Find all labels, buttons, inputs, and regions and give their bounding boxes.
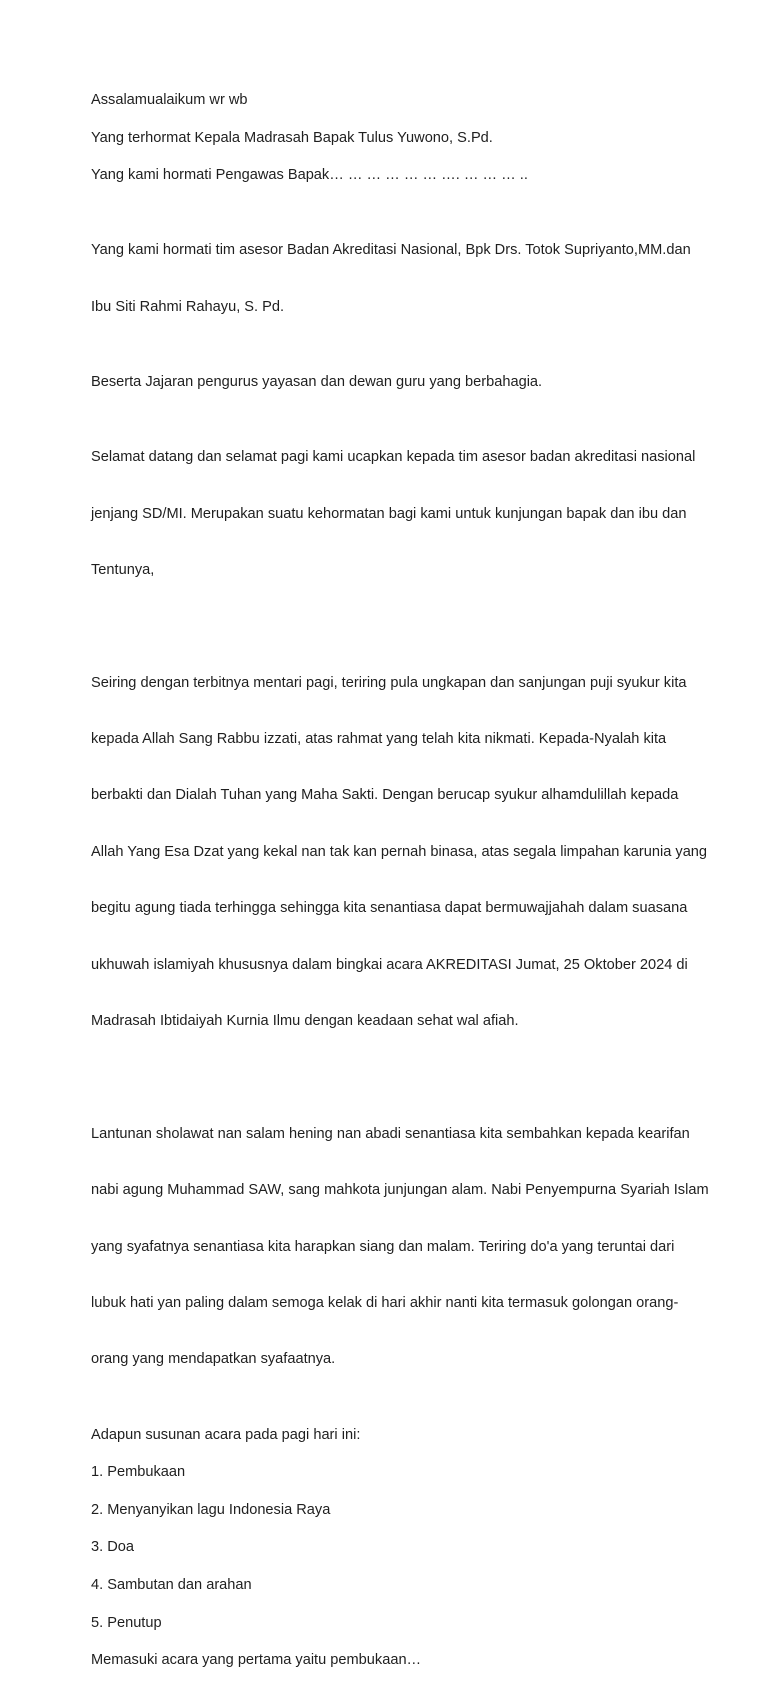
gratitude-line: ukhuwah islamiyah khususnya dalam bingkai acara AKREDITASI Jumat, 25 Oktober 2024 di xyxy=(91,956,688,973)
sholawat-paragraph xyxy=(91,1087,709,1407)
welcome-line: Selamat datang dan selamat pagi kami ucapkan kepada tim asesor badan akreditasi nasional xyxy=(91,449,696,466)
gratitude-line: Seiring dengan terbitnya mentari pagi, teriring pula ungkapan dan sanjungan puji syukur kita xyxy=(91,674,687,691)
agenda-item: 2. Menyanyikan lagu Indonesia Raya xyxy=(91,1501,331,1518)
sholawat-line: yang syafatnya senantiasa kita harapkan siang dan malam. Teriring do'a yang teruntai dari xyxy=(91,1238,675,1255)
agenda-intro: Adapun susunan acara pada pagi hari ini: xyxy=(91,1426,361,1443)
sholawat-line: Lantunan sholawat nan salam hening nan abadi senantiasa kita sembahkan kepada kearifan xyxy=(91,1125,690,1142)
address-assessor-line: Ibu Siti Rahmi Rahayu, S. Pd. xyxy=(91,298,285,315)
agenda-item: 3. Doa xyxy=(91,1539,134,1556)
gratitude-line: Madrasah Ibtidaiyah Kurnia Ilmu dengan keadaan sehat wal afiah. xyxy=(91,1013,519,1030)
greeting: Assalamualaikum wr wb xyxy=(91,92,248,108)
sholawat-line: nabi agung Muhammad SAW, sang mahkota junjungan alam. Nabi Penyempurna Syariah Islam xyxy=(91,1182,709,1199)
gratitude-paragraph xyxy=(91,636,708,1068)
gratitude-line: berbakti dan Dialah Tuhan yang Maha Sakti. Dengan berucap syukur alhamdulillah kepada xyxy=(91,787,679,804)
address-supervisor: Yang kami hormati Pengawas Bapak… … … … … … …. … … … .. xyxy=(91,167,528,184)
agenda-item: 5. Penutup xyxy=(91,1614,162,1631)
sholawat-line: lubuk hati yan paling dalam semoga kelak di hari akhir nanti kita termasuk golongan orang- xyxy=(91,1295,679,1311)
address-head: Yang terhormat Kepala Madrasah Bapak Tulus Yuwono, S.Pd. xyxy=(91,129,493,146)
gratitude-line: kepada Allah Sang Rabbu izzati, atas rahmat yang telah kita nikmati. Kepada-Nyalah kita xyxy=(91,731,667,748)
sholawat-line: orang yang mendapatkan syafaatnya. xyxy=(91,1351,336,1368)
agenda-item: 1. Pembukaan xyxy=(91,1464,186,1481)
agenda-item: 4. Sambutan dan arahan xyxy=(91,1576,252,1593)
document-body xyxy=(91,91,709,1689)
gratitude-line: begitu agung tiada terhingga sehingga kita senantiasa dapat bermuwajjahah dalam suasana xyxy=(91,900,688,917)
gratitude-line: Allah Yang Esa Dzat yang kekal nan tak kan pernah binasa, atas segala limpahan karunia yang xyxy=(91,843,708,860)
address-assessor-line: Yang kami hormati tim asesor Badan Akreditasi Nasional, Bpk Drs. Totok Supriyanto,MM.dan xyxy=(91,242,691,259)
address-staff: Beserta Jajaran pengurus yayasan dan dewan guru yang berbahagia. xyxy=(91,373,543,390)
closing-line: Memasuki acara yang pertama yaitu pembukaan… xyxy=(91,1652,422,1669)
welcome-line: jenjang SD/MI. Merupakan suatu kehormatan bagi kami untuk kunjungan bapak dan ibu dan xyxy=(91,505,687,522)
welcome-line: Tentunya, xyxy=(91,561,155,578)
address-assessor xyxy=(91,204,691,354)
welcome-paragraph xyxy=(91,411,696,618)
